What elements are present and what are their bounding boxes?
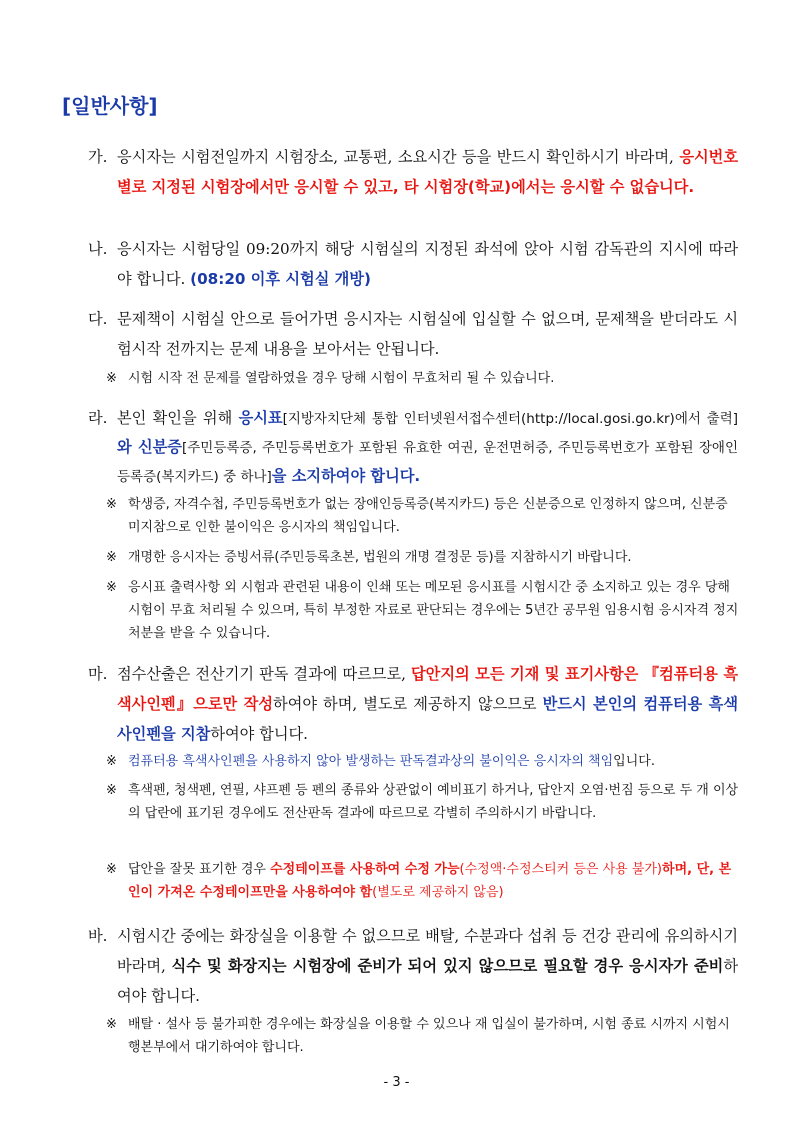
item-label: 다. [88, 310, 108, 328]
note-emphasis: 하며, 단, 본인이 가져온 수정테이프만을 사용하여야 함 [128, 862, 732, 900]
item-label: 가. [88, 148, 108, 166]
item-text: 하여야 합니다. [210, 725, 309, 743]
note-mark: ※ [106, 1017, 117, 1032]
item-text: 시험시간 중에는 화장실을 이용할 수 없으므로 배탈, 수분과다 섭취 등 건강 관리에 유의하시기 바라며, [117, 927, 738, 975]
item-emphasis-blue: 반드시 본인의 컴퓨터용 흑색사인펜을 지참 [117, 695, 738, 743]
item-emphasis: 을 소지하여야 합니다. [271, 467, 421, 485]
note-ra-1 [106, 493, 742, 539]
note-text: 시험 시작 전 문제를 열람하였을 경우 당해 시험이 무효처리 될 수 있습니다. [128, 371, 555, 386]
item-ga [88, 142, 738, 202]
id-card: 와 신분증 [117, 438, 182, 456]
item-na [88, 234, 738, 294]
note-ma-2 [106, 779, 742, 825]
note-red: (별도로 제공하지 않음) [372, 885, 504, 900]
note-text-blue: 컴퓨터용 흑색사인펜을 사용하지 않아 발생하는 판독결과상의 불이익은 응시자의 책임 [128, 754, 614, 769]
note-mark: ※ [106, 862, 117, 877]
id-ticket: 응시표 [238, 409, 283, 427]
note-text: 응시표 출력사항 외 시험과 관련된 내용이 인쇄 또는 메모된 응시표를 시험시간 중 소지하고 있는 경우 당해시험이 무효 처리될 수 있으며, 특히 부정한 자료로 판단되는 경우에는 5년간 공무원 임용시험 응시자격 정지 처분을 받을 수 있습니다. [128, 580, 739, 641]
item-text: 하여야 하며, 별도로 제공하지 않으므로 [273, 695, 543, 713]
item-label: 마. [88, 665, 108, 683]
note-da [106, 367, 742, 390]
item-emphasis: (08:20 이후 시험실 개방) [190, 270, 371, 288]
item-text: 응시자는 시험당일 09:20까지 해당 시험실의 지정된 좌석에 앉아 시험 감독관의 지시에 따라야 합니다. [117, 240, 738, 288]
item-da [88, 304, 738, 364]
note-text: 입니다. [613, 754, 655, 769]
item-text: 문제책이 시험실 안으로 들어가면 응시자는 시험실에 입실할 수 없으며, 문제책을 받더라도 시험시작 전까지는 문제 내용을 보아서는 안됩니다. [117, 310, 738, 358]
page-number: - 3 - [383, 1075, 410, 1090]
item-label: 바. [88, 927, 108, 945]
note-ma-3 [106, 858, 742, 904]
note-ma-1 [106, 750, 742, 773]
note-text: 답안을 잘못 표기한 경우 [128, 862, 271, 877]
note-text: 학생증, 자격수첩, 주민등록번호가 없는 장애인등록증(복지카드) 등은 신분증으로 인정하지 않으며, 신분증 미지참으로 인한 불이익은 응시자의 책임입니다. [128, 497, 728, 535]
id-ticket-detail: [지방자치단체 통합 인터넷원서접수센터(http://local.gosi.go.kr)에서 출력] [282, 411, 739, 427]
item-ba [88, 921, 738, 1011]
note-mark: ※ [106, 371, 117, 386]
item-label: 나. [88, 240, 108, 258]
id-card-detail: [주민등록증, 주민등록번호가 포함된 유효한 여권, 운전면허증, 주민등록번호가 포함된 장애인등록증(복지카드) 중 하나] [117, 440, 738, 485]
note-text: 흑색펜, 청색펜, 연필, 샤프펜 등 펜의 종류와 상관없이 예비표기 하거나, 답안지 오염·번짐 등으로 두 개 이상의 답란에 표기된 경우에도 전산판독 결과에 따르므로 각별히 주의하시기 바랍니다. [128, 783, 739, 821]
item-text: 본인 확인을 위해 [117, 409, 239, 427]
item-emphasis: 식수 및 화장지는 시험장에 준비가 되어 있지 않으므로 필요할 경우 응시자가 준비 [171, 957, 724, 975]
note-mark: ※ [106, 754, 117, 769]
item-emphasis-red: 답안지의 모든 기재 및 표기사항은 『컴퓨터용 흑색사인펜』으로만 작성 [117, 665, 738, 713]
note-red: (수정액·수정스티커 등은 사용 불가) [459, 862, 663, 877]
section-title: [일반사항] [62, 94, 158, 118]
note-ra-3 [106, 576, 742, 645]
item-label: 라. [88, 409, 108, 427]
item-text: 점수산출은 전산기기 판독 결과에 따르므로, [117, 665, 411, 683]
note-mark: ※ [106, 783, 117, 798]
note-mark: ※ [106, 497, 117, 512]
note-emphasis: 수정테이프를 사용하여 수정 가능 [270, 862, 460, 877]
note-mark: ※ [106, 580, 117, 595]
note-text: 배탈 · 설사 등 불가피한 경우에는 화장실을 이용할 수 있으나 재 입실이 불가하며, 시험 종료 시까지 시험시행본부에서 대기하여야 합니다. [128, 1017, 730, 1055]
item-ra [88, 404, 738, 491]
item-text: 응시자는 시험전일까지 시험장소, 교통편, 소요시간 등을 반드시 확인하시기 바라며, [117, 148, 680, 166]
item-emphasis: 응시번호별로 지정된 시험장에서만 응시할 수 있고, 타 시험장(학교)에서는 응시할 수 없습니다. [117, 148, 738, 196]
note-ra-2 [106, 546, 742, 569]
note-text: 개명한 응시자는 증빙서류(주민등록초본, 법원의 개명 결정문 등)를 지참하시기 바랍니다. [128, 550, 632, 565]
item-ma [88, 659, 738, 749]
note-mark: ※ [106, 550, 117, 565]
item-text: 하여야 합니다. [117, 957, 738, 1005]
note-ba [106, 1013, 742, 1059]
